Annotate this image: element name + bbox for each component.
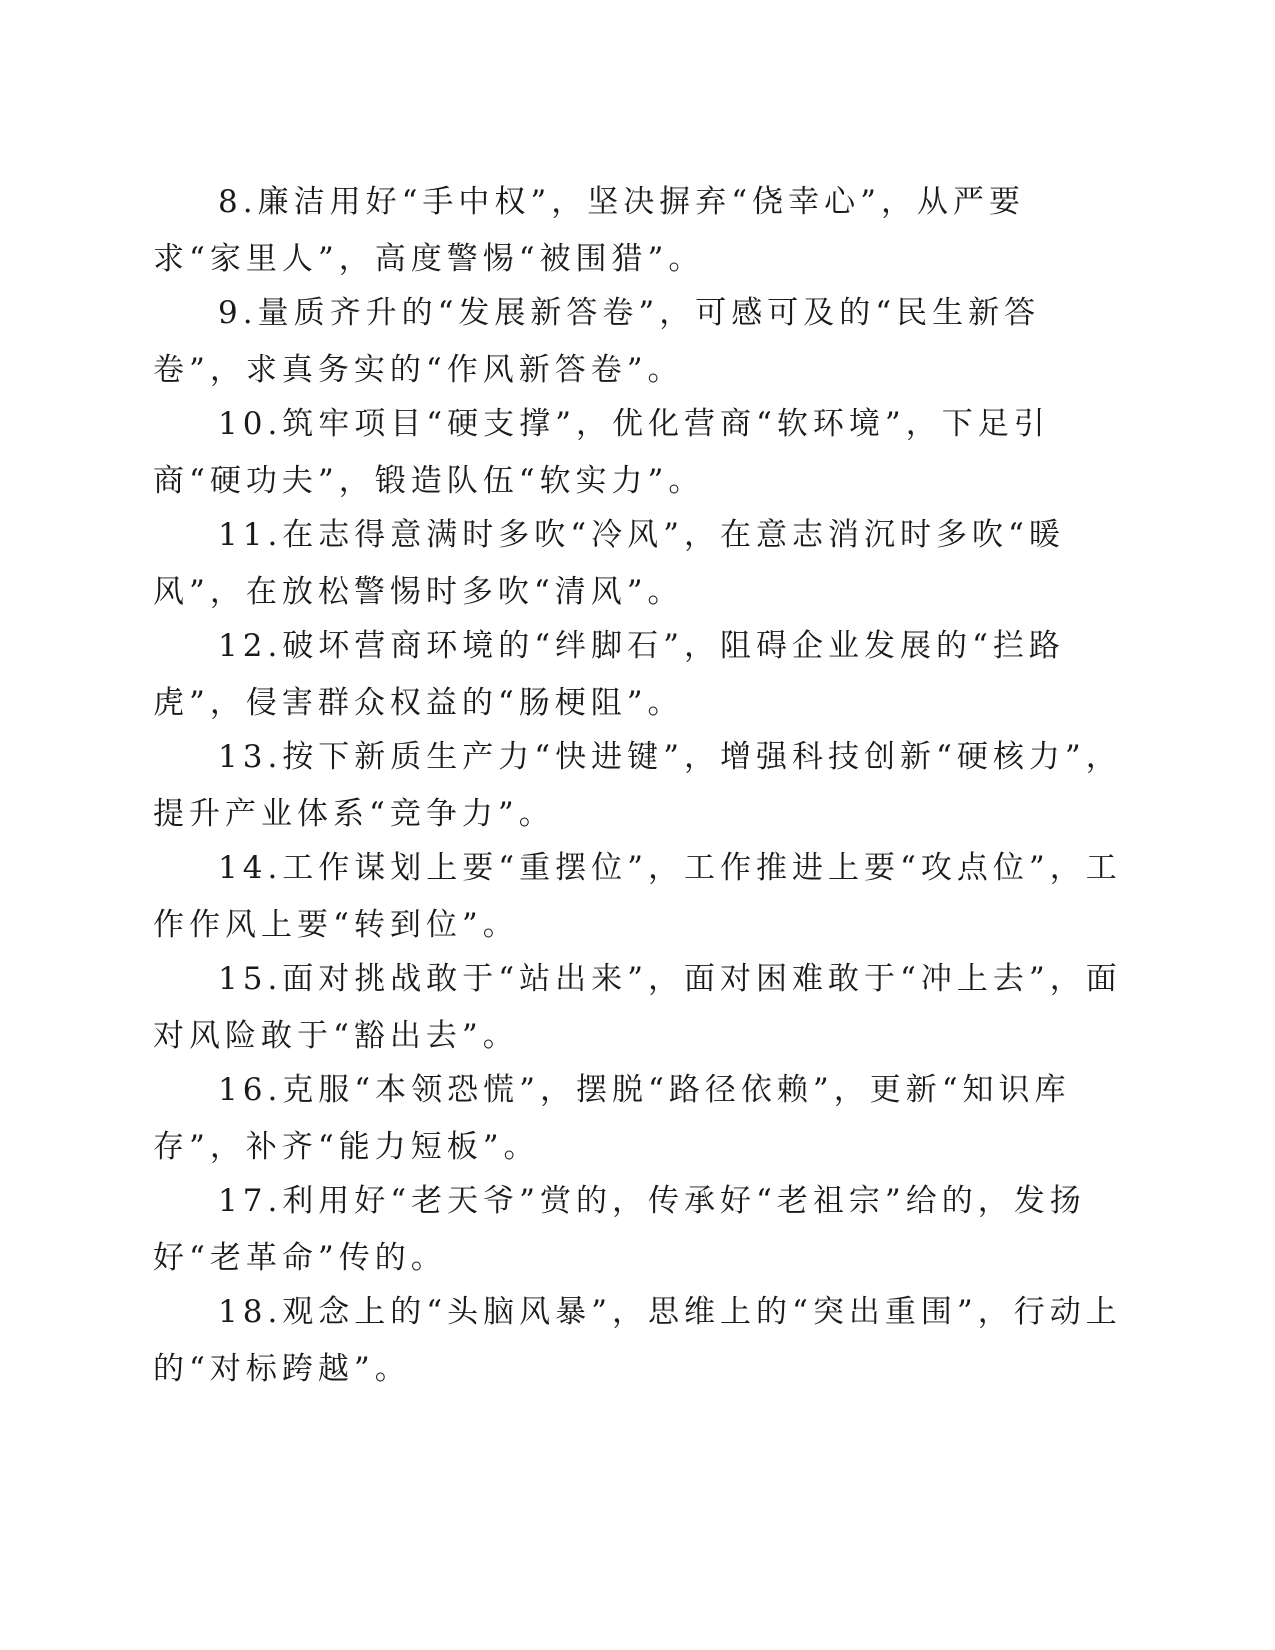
- list-item-first-line: 15.面对挑战敢于“站出来”，面对困难敢于“冲上去”，面: [218, 961, 1122, 997]
- list-item-continuation-line: 虎”，侵害群众权益的“肠梗阻”。: [153, 685, 684, 721]
- list-item-continuation-line: 求“家里人”，高度警惕“被围猎”。: [153, 241, 705, 277]
- list-item-first-line: 11.在志得意满时多吹“冷风”，在意志消沉时多吹“暖: [218, 517, 1065, 553]
- list-item-first-line: 18.观念上的“头脑风暴”，思维上的“突出重围”，行动上: [218, 1294, 1122, 1330]
- list-item-first-line: 12.破坏营商环境的“绊脚石”，阻碍企业发展的“拦路: [218, 628, 1065, 664]
- list-item-continuation-line: 商“硬功夫”，锻造队伍“软实力”。: [153, 463, 705, 499]
- list-item-first-line: 8.廉洁用好“手中权”，坚决摒弃“侥幸心”，从严要: [218, 184, 1025, 220]
- list-item-first-line: 14.工作谋划上要“重摆位”，工作推进上要“攻点位”，工: [218, 850, 1122, 886]
- list-item-continuation-line: 好“老革命”传的。: [153, 1240, 447, 1276]
- list-item-first-line: 13.按下新质生产力“快进键”，增强科技创新“硬核力”，: [218, 739, 1122, 775]
- list-item-first-line: 17.利用好“老天爷”赏的，传承好“老祖宗”给的，发扬: [218, 1183, 1086, 1219]
- list-item-continuation-line: 作作风上要“转到位”。: [153, 907, 519, 943]
- list-item-continuation-line: 卷”，求真务实的“作风新答卷”。: [153, 352, 684, 388]
- list-item-first-line: 9.量质齐升的“发展新答卷”，可感可及的“民生新答: [218, 295, 1041, 331]
- list-item-first-line: 10.筑牢项目“硬支撑”，优化营商“软环境”，下足引: [218, 406, 1050, 442]
- list-item-continuation-line: 风”，在放松警惕时多吹“清风”。: [153, 574, 684, 610]
- list-item-continuation-line: 对风险敢于“豁出去”。: [153, 1018, 519, 1054]
- list-item-continuation-line: 提升产业体系“竞争力”。: [153, 796, 555, 832]
- list-item-first-line: 16.克服“本领恐慌”，摆脱“路径依赖”，更新“知识库: [218, 1072, 1071, 1108]
- list-item-continuation-line: 存”，补齐“能力短板”。: [153, 1129, 540, 1165]
- list-item-continuation-line: 的“对标跨越”。: [153, 1351, 411, 1387]
